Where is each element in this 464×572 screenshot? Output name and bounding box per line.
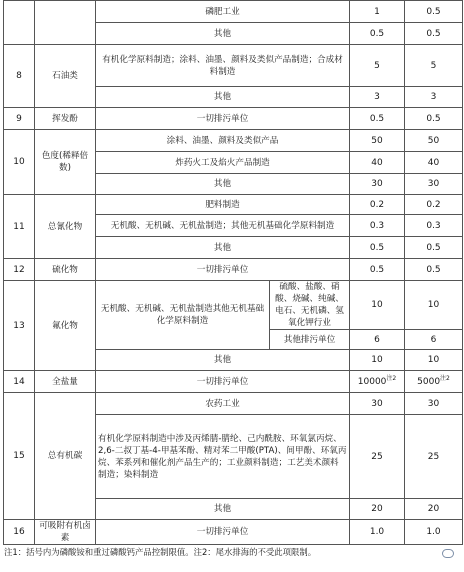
limit-value-1: 20 — [350, 499, 405, 520]
limit-value-2: 0.5 — [405, 108, 463, 130]
industry-cell: 磷肥工业 — [96, 1, 350, 23]
table-row — [4, 45, 463, 87]
limit-value-1: 0.5 — [350, 237, 405, 259]
limit-value-2: 30 — [405, 393, 463, 415]
pollutant-name: 石油类 — [35, 45, 96, 108]
limit-value-2: 40 — [405, 152, 463, 174]
industry-cell: 其他 — [96, 237, 350, 259]
limit-value-2: 1.0 — [405, 520, 463, 545]
industry-group-cell: 无机酸、无机碱、无机盐制造其他无机基础化学原料制造 — [96, 281, 270, 350]
industry-cell: 肥料制造 — [96, 195, 350, 215]
limit-number: 5000 — [417, 376, 441, 387]
chat-bubble-icon — [442, 549, 454, 558]
industry-cell: 其他 — [96, 174, 350, 195]
discharge-limits-table — [3, 0, 463, 545]
pollutant-name: 全盐量 — [35, 371, 96, 393]
table-row — [4, 195, 463, 215]
industry-cell: 其他 — [96, 499, 350, 520]
footnote-mark: 注2 — [386, 374, 397, 382]
row-number: 10 — [4, 130, 35, 195]
row-number: 13 — [4, 281, 35, 371]
limit-value-2: 25 — [405, 415, 463, 499]
industry-cell: 炸药火工及焰火产品制造 — [96, 152, 350, 174]
row-number: 16 — [4, 520, 35, 545]
table-row — [4, 1, 463, 23]
pollutant-name: 可吸附有机卤素 — [35, 520, 96, 545]
row-number: 11 — [4, 195, 35, 259]
row-number: 9 — [4, 108, 35, 130]
limit-value-1: 10 — [350, 350, 405, 371]
pollutant-name: 挥发酚 — [35, 108, 96, 130]
industry-cell: 一切排污单位 — [96, 520, 350, 545]
industry-cell: 涂料、油墨、颜料及类似产品 — [96, 130, 350, 152]
limit-value-2: 0.5 — [405, 23, 463, 45]
table-row — [4, 371, 463, 393]
pollutant-name: 氟化物 — [35, 281, 96, 371]
limit-value-1: 30 — [350, 393, 405, 415]
limit-value-2: 0.5 — [405, 259, 463, 281]
footnote-mark: 注2 — [440, 374, 450, 382]
industry-cell: 有机化学原料制造；涂料、油墨、颜料及类似产品制造；合成材料制造 — [96, 45, 350, 87]
limit-value-2: 50 — [405, 130, 463, 152]
limit-value-1: 0.5 — [350, 23, 405, 45]
industry-cell: 其他 — [96, 23, 350, 45]
pollutant-name: 总氰化物 — [35, 195, 96, 259]
limit-value-2: 6 — [405, 330, 463, 350]
limit-value-1: 1.0 — [350, 520, 405, 545]
limit-value-1: 0.5 — [350, 108, 405, 130]
limit-value-1: 0.2 — [350, 195, 405, 215]
pollutant-name: 色度(稀释倍数) — [35, 130, 96, 195]
limit-value-1: 40 — [350, 152, 405, 174]
limit-value-1: 1 — [350, 1, 405, 23]
industry-cell: 一切排污单位 — [96, 259, 350, 281]
table-row — [4, 281, 463, 330]
limit-value-2: 0.2 — [405, 195, 463, 215]
industry-cell: 其他排污单位 — [270, 330, 350, 350]
limit-value-1: 30 — [350, 174, 405, 195]
row-number — [4, 1, 35, 45]
limit-value-2: 0.3 — [405, 215, 463, 237]
limit-value-2: 10 — [405, 281, 463, 330]
limit-value-1: 5 — [350, 45, 405, 87]
row-number: 12 — [4, 259, 35, 281]
row-number: 15 — [4, 393, 35, 520]
limit-value-2: 3 — [405, 87, 463, 108]
limit-value-1: 25 — [350, 415, 405, 499]
limit-number: 10000 — [357, 376, 387, 387]
limit-value-2: 20 — [405, 499, 463, 520]
limit-value-2 — [405, 371, 463, 393]
limit-value-1: 6 — [350, 330, 405, 350]
limit-value-2: 10 — [405, 350, 463, 371]
limit-value-1 — [350, 371, 405, 393]
pollutant-name: 硫化物 — [35, 259, 96, 281]
limit-value-1: 0.3 — [350, 215, 405, 237]
table-row — [4, 108, 463, 130]
limit-value-2: 0.5 — [405, 237, 463, 259]
limit-value-1: 10 — [350, 281, 405, 330]
watermark — [442, 549, 456, 558]
table-row — [4, 520, 463, 545]
limit-value-1: 3 — [350, 87, 405, 108]
limit-value-2: 0.5 — [405, 1, 463, 23]
industry-cell: 硫酸、盐酸、硝酸、烧碱、纯碱、电石、无机磷、氢氧化钾行业 — [270, 281, 350, 330]
industry-cell: 有机化学原料制造中涉及丙烯腈-腈纶、己内酰胺、环氧氯丙烷、2,6-二叔丁基-4-甲基苯酚、精对苯二甲酸(PTA)、间甲酚、环氧丙烷、苯系列和催化剂产品生产的；工业颜料制造；工艺美术颜料制造；染料制造 — [96, 415, 350, 499]
row-number: 14 — [4, 371, 35, 393]
table-footnote: 注1：括号内为磷酸铵和重过磷酸钙产品控制限值。注2：尾水排海的不受此项限制。 — [4, 547, 317, 557]
industry-cell: 无机酸、无机碱、无机盐制造；其他无机基础化学原料制造 — [96, 215, 350, 237]
table-row — [4, 393, 463, 415]
limit-value-2: 5 — [405, 45, 463, 87]
standards-table-wrap — [3, 0, 462, 559]
industry-cell: 其他 — [96, 350, 350, 371]
industry-cell: 一切排污单位 — [96, 108, 350, 130]
industry-cell: 其他 — [96, 87, 350, 108]
limit-value-1: 0.5 — [350, 259, 405, 281]
table-row — [4, 130, 463, 152]
row-number: 8 — [4, 45, 35, 108]
pollutant-name — [35, 1, 96, 45]
industry-cell: 农药工业 — [96, 393, 350, 415]
pollutant-name: 总有机碳 — [35, 393, 96, 520]
industry-cell: 一切排污单位 — [96, 371, 350, 393]
table-row — [4, 259, 463, 281]
limit-value-2: 30 — [405, 174, 463, 195]
limit-value-1: 50 — [350, 130, 405, 152]
